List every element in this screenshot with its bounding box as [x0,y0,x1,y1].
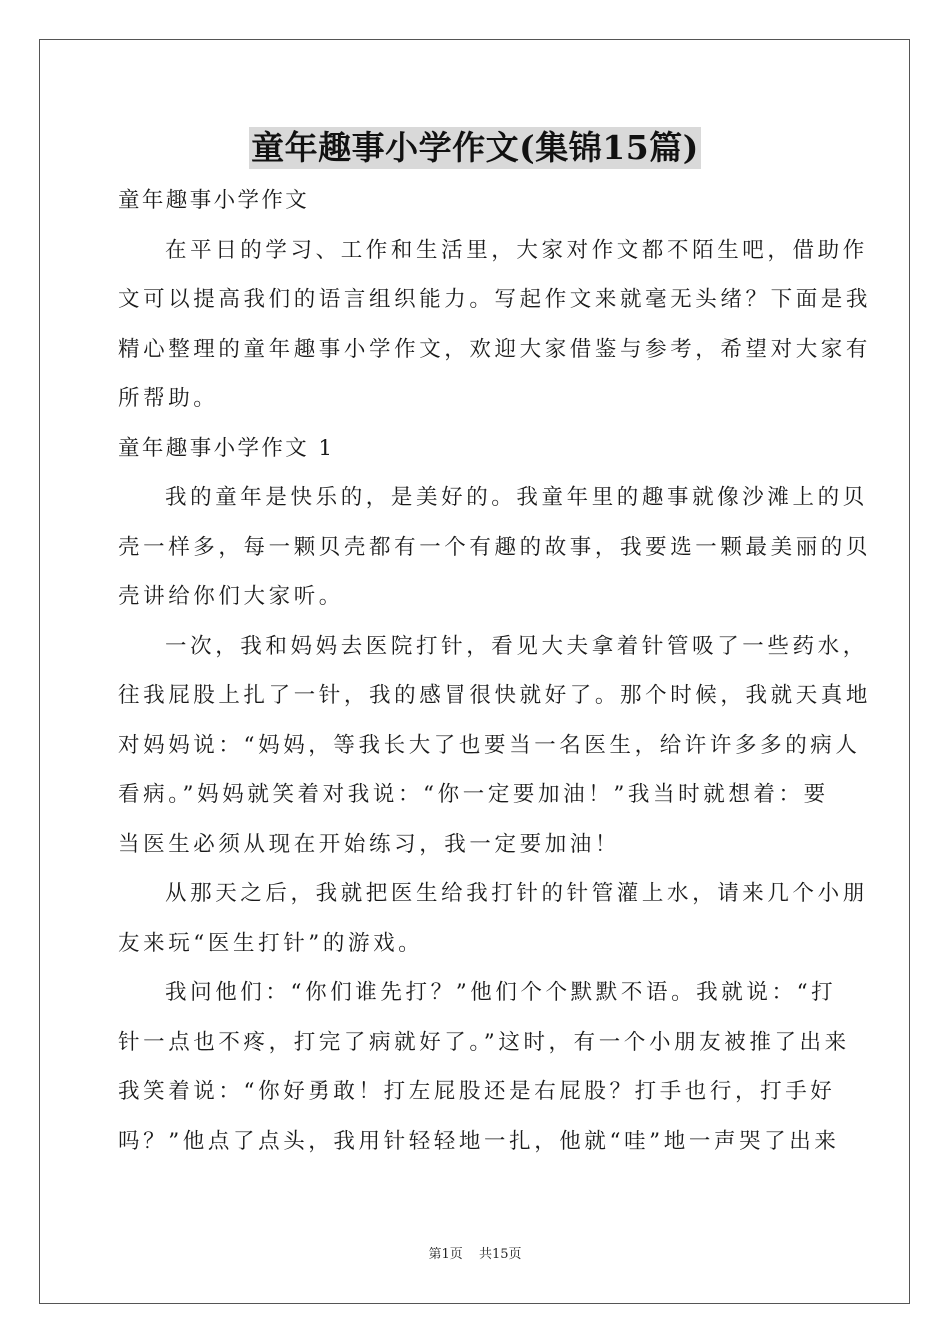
text-line: 一次，我和妈妈去医院打针，看见大夫拿着针管吸了一些药水， [165,633,868,659]
text-line: 在平日的学习、工作和生活里，大家对作文都不陌生吧，借助作 [165,237,868,263]
text-line: 壳一样多，每一颗贝壳都有一个有趣的故事，我要选一颗最美丽的贝 [118,534,872,560]
document-body [118,176,872,1166]
document-title: 童年趣事小学作文(集锦15篇) [251,128,699,167]
section-heading: 童年趣事小学作文 [118,188,310,213]
text-line: 当医生必须从现在开始练习，我一定要加油！ [118,831,621,857]
text-line: 针一点也不疼，打完了病就好了。”这时，有一个小朋友被推了出来 [118,1029,850,1055]
text-line: 精心整理的童年趣事小学作文，欢迎大家借鉴与参考，希望对大家有 [118,336,872,362]
text-line: 文可以提高我们的语言组织能力。写起作文来就毫无头绪？下面是我 [118,287,872,312]
page-number: 第1页 [428,1247,463,1262]
text-line: 壳讲给你们大家听。 [118,584,344,609]
text-line: 所帮助。 [118,386,219,411]
text-line: 往我屁股上扎了一针，我的感冒很快就好了。那个时候，我就天真地 [118,683,872,708]
text-line: 从那天之后，我就把医生给我打针的针管灌上水，请来几个小朋 [165,881,868,906]
title-container [0,127,950,169]
page-footer [0,1246,950,1264]
text-line: 对妈妈说：“妈妈，等我长大了也要当一名医生，给许许多多的病人 [118,732,861,758]
text-line: 我的童年是快乐的，是美好的。我童年里的趣事就像沙滩上的贝 [165,485,868,510]
section-heading: 童年趣事小学作文 1 [118,435,335,461]
text-line: 我笑着说：“你好勇敢！打左屁股还是右屁股？打手也行，打手好 [118,1079,836,1104]
text-line: 看病。”妈妈就笑着对我说：“你一定要加油！”我当时就想着：要 [118,782,829,807]
page-total: 共15页 [478,1247,522,1262]
text-line: 我问他们：“你们谁先打？”他们个个默默不语。我就说：“打 [165,980,837,1005]
text-line: 吗？”他点了点头，我用针轻轻地一扎，他就“哇”地一声哭了出来 [118,1128,840,1154]
text-line: 友来玩“医生打针”的游戏。 [118,930,424,956]
